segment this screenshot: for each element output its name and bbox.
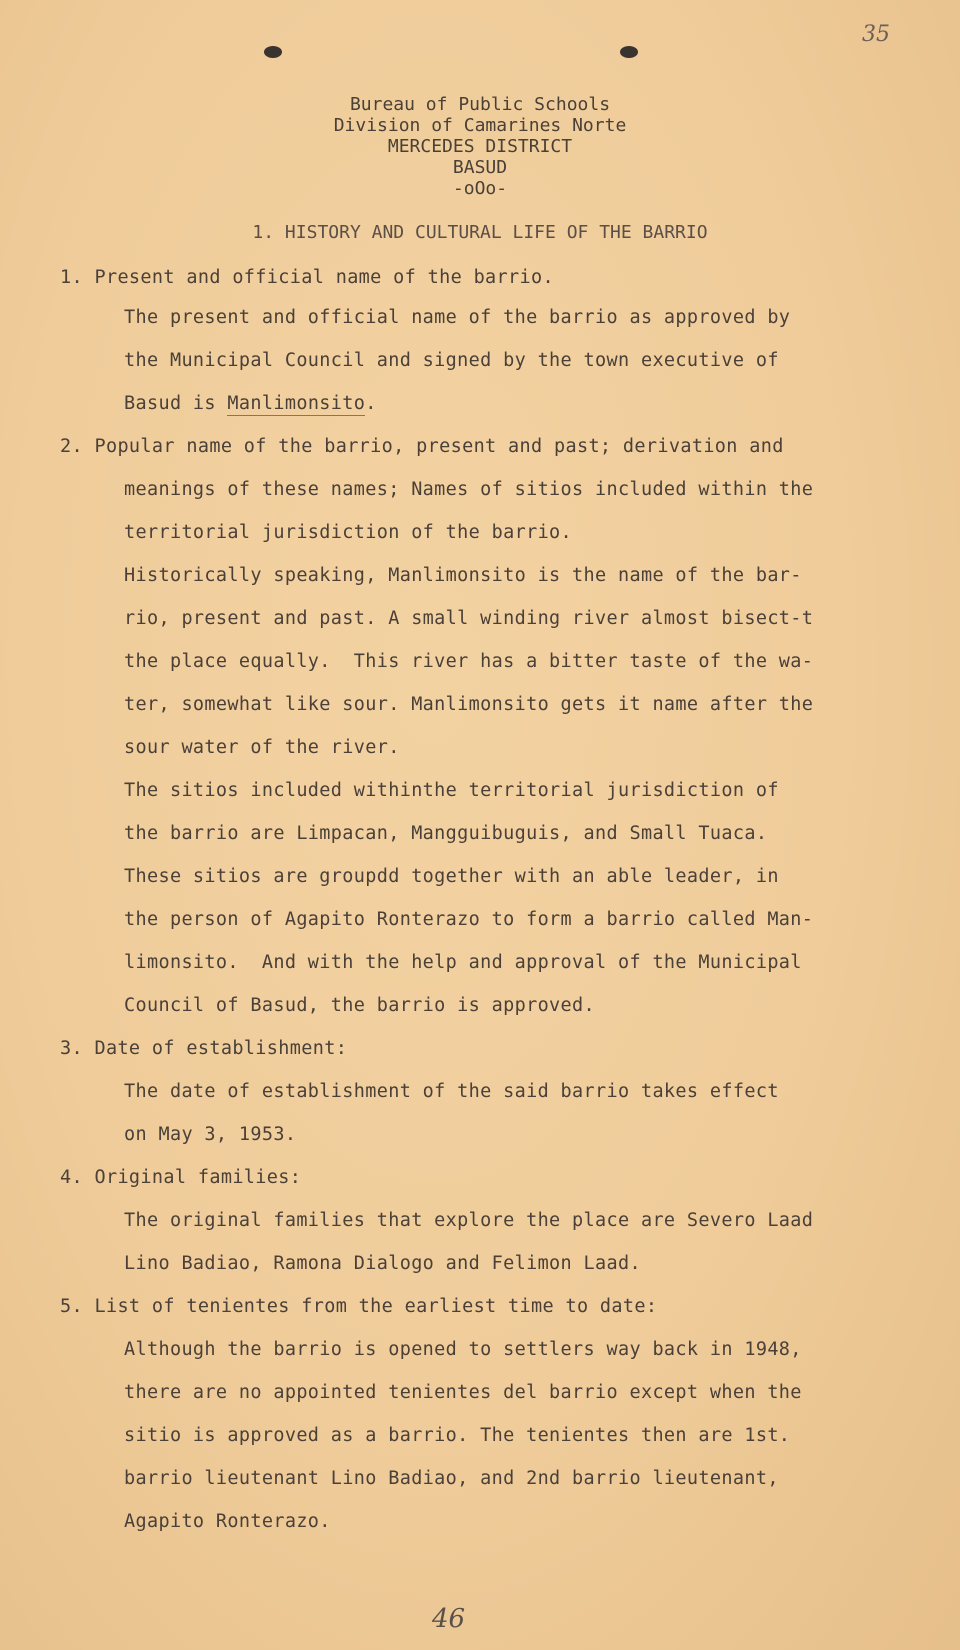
section-2-answer-line: Council of Basud, the barrio is approved. xyxy=(124,995,596,1016)
section-1-answer-line xyxy=(124,393,377,414)
section-3-question: 3. Date of establishment: xyxy=(60,1038,348,1059)
section-4-answer-line: The original families that explore the place are Severo Laad xyxy=(124,1210,814,1231)
header-town: BASUD xyxy=(452,157,508,178)
punch-hole-left xyxy=(264,46,282,58)
header-separator: -oOo- xyxy=(452,178,508,199)
page-number-mark: 35 xyxy=(862,22,890,47)
section-1-question: 1. Present and official name of the barrio. xyxy=(60,267,554,288)
section-3-answer-line: on May 3, 1953. xyxy=(124,1124,297,1145)
punch-hole-right xyxy=(620,46,638,58)
header-bureau: Bureau of Public Schools xyxy=(349,94,611,115)
section-2-answer-line: the barrio are Limpacan, Mangguibuguis, and Small Tuaca. xyxy=(124,823,768,844)
handwritten-page-mark: 46 xyxy=(432,1604,466,1634)
section-1-answer-line: The present and official name of the barrio as approved by xyxy=(124,307,791,328)
section-4-question: 4. Original families: xyxy=(60,1167,302,1188)
section-2-answer-line: limonsito. And with the help and approval of the Municipal xyxy=(124,952,802,973)
section-5-question: 5. List of tenientes from the earliest time to date: xyxy=(60,1296,658,1317)
section-2-answer-line: These sitios are groupdd together with an able leader, in xyxy=(124,866,779,887)
section-2-answer-line: ter, somewhat like sour. Manlimonsito gets it name after the xyxy=(124,694,814,715)
document-title: 1. HISTORY AND CULTURAL LIFE OF THE BARRIO xyxy=(252,222,708,243)
section-2-answer-line: the place equally. This river has a bitter taste of the wa- xyxy=(124,651,814,672)
section-2-answer-line: sour water of the river. xyxy=(124,737,400,758)
section-2-question-cont: territorial jurisdiction of the barrio. xyxy=(124,522,573,543)
section-2-answer-line: The sitios included withinthe territorial jurisdiction of xyxy=(124,780,779,801)
section-4-answer-line: Lino Badiao, Ramona Dialogo and Felimon Laad. xyxy=(124,1253,641,1274)
section-5-answer-line: there are no appointed tenientes del barrio except when the xyxy=(124,1382,802,1403)
section-3-answer-line: The date of establishment of the said barrio takes effect xyxy=(124,1081,779,1102)
section-2-answer-line: Historically speaking, Manlimonsito is the name of the bar- xyxy=(124,565,802,586)
header-district: MERCEDES DISTRICT xyxy=(387,136,573,157)
barrio-name-underlined: Manlimonsito xyxy=(227,393,366,414)
section-5-answer-line: sitio is approved as a barrio. The tenientes then are 1st. xyxy=(124,1425,791,1446)
section-5-answer-line: barrio lieutenant Lino Badiao, and 2nd barrio lieutenant, xyxy=(124,1468,779,1489)
section-2-question-cont: meanings of these names; Names of sitios included within the xyxy=(124,479,814,500)
section-1-answer-line: the Municipal Council and signed by the town executive of xyxy=(124,350,779,371)
header-division: Division of Camarines Norte xyxy=(333,115,627,136)
section-5-answer-line: Although the barrio is opened to settlers way back in 1948, xyxy=(124,1339,802,1360)
section-2-answer-line: the person of Agapito Ronterazo to form a barrio called Man- xyxy=(124,909,814,930)
section-2-answer-line: rio, present and past. A small winding river almost bisect-t xyxy=(124,608,814,629)
answer-suffix: . xyxy=(365,393,377,414)
section-5-answer-line: Agapito Ronterazo. xyxy=(124,1511,331,1532)
answer-prefix: Basud is xyxy=(124,393,228,414)
section-2-question: 2. Popular name of the barrio, present and past; derivation and xyxy=(60,436,784,457)
